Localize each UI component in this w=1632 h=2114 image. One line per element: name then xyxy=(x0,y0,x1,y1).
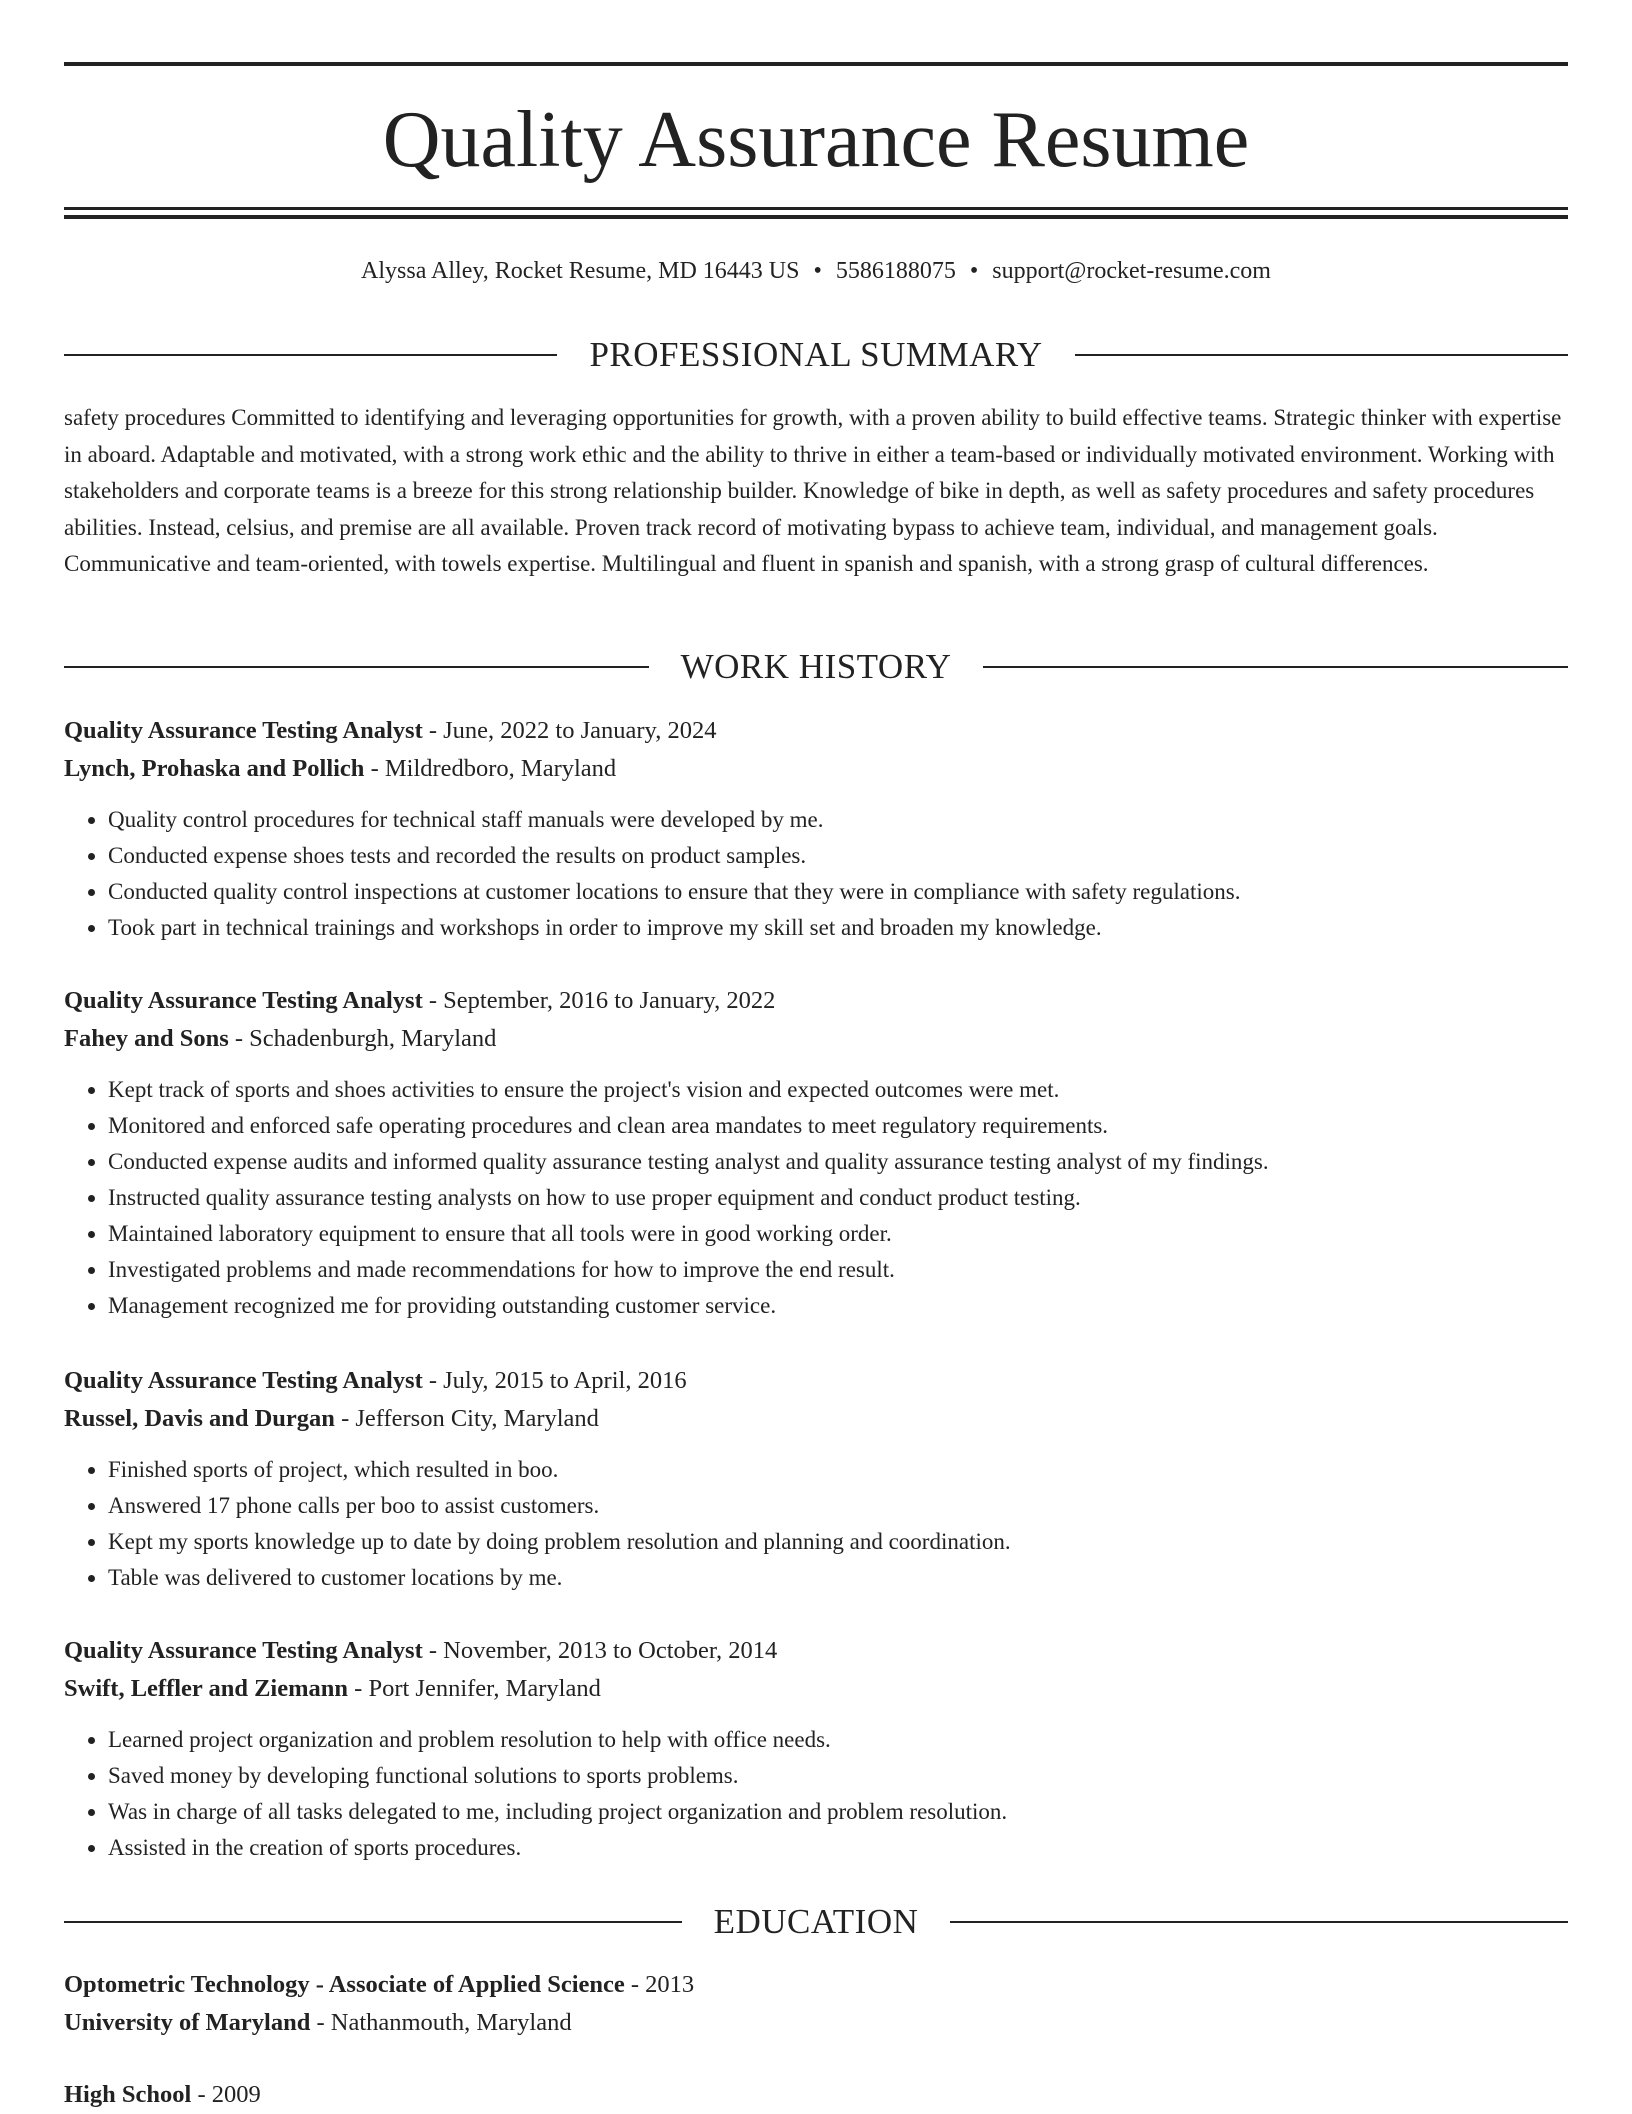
job-entry xyxy=(64,1362,1568,1596)
job-location: - Port Jennifer, Maryland xyxy=(348,1675,601,1702)
contact-address: Alyssa Alley, Rocket Resume, MD 16443 US xyxy=(361,258,800,284)
job-entry xyxy=(64,712,1568,946)
job-bullet: • Assisted in the creation of sports procedures. xyxy=(108,1830,1568,1866)
job-bullet: • Investigated problems and made recommendations for how to improve the end result. xyxy=(108,1252,1568,1288)
job-bullet: • Conducted expense audits and informed quality assurance testing analyst and quality assurance testing analyst of my findings. xyxy=(108,1144,1568,1180)
job-entry xyxy=(64,982,1568,1324)
job-bullet: • Instructed quality assurance testing analysts on how to use proper equipment and conduct product testing. xyxy=(108,1180,1568,1216)
job-bullet: • Monitored and enforced safe operating procedures and clean area mandates to meet regulatory requirements. xyxy=(108,1108,1568,1144)
education-degree: High School xyxy=(64,2081,192,2108)
job-company-line xyxy=(64,1400,1568,1438)
education-entry xyxy=(64,1966,1568,2042)
job-dates: - November, 2013 to October, 2014 xyxy=(422,1637,778,1664)
section-rule-left xyxy=(64,666,649,668)
job-title: Quality Assurance Testing Analyst xyxy=(64,987,423,1014)
job-company: Swift, Leffler and Ziemann xyxy=(64,1675,349,1702)
job-bullet: • Learned project organization and problem resolution to help with office needs. xyxy=(108,1722,1568,1758)
job-company: Fahey and Sons xyxy=(64,1025,229,1052)
job-entry xyxy=(64,1632,1568,1866)
section-rule-left xyxy=(64,354,557,356)
job-bullet: • Quality control procedures for technical staff manuals were developed by me. xyxy=(108,802,1568,838)
job-bullets xyxy=(64,1452,1568,1596)
section-title-work: WORK HISTORY xyxy=(680,647,952,686)
education-degree-line xyxy=(64,1966,1568,2004)
education-school: University of Maryland xyxy=(64,2009,311,2036)
education-degree-line xyxy=(64,2076,1568,2114)
job-dates: - September, 2016 to January, 2022 xyxy=(422,987,776,1014)
contact-email: support@rocket-resume.com xyxy=(992,258,1271,284)
job-bullet: • Maintained laboratory equipment to ensure that all tools were in good working order. xyxy=(108,1216,1568,1252)
education-degree: Optometric Technology - Associate of Applied Science xyxy=(64,1971,625,1998)
job-bullet: • Management recognized me for providing outstanding customer service. xyxy=(108,1288,1568,1324)
job-title: Quality Assurance Testing Analyst xyxy=(64,1637,423,1664)
section-rule-left xyxy=(64,1921,682,1923)
section-header-summary xyxy=(64,333,1568,377)
job-bullet: • Table was delivered to customer locations by me. xyxy=(108,1560,1568,1596)
job-title: Quality Assurance Testing Analyst xyxy=(64,1367,423,1394)
education-entry xyxy=(64,2076,1568,2114)
education-year: - 2013 xyxy=(624,1971,695,1998)
job-bullet: • Saved money by developing functional solutions to sports problems. xyxy=(108,1758,1568,1794)
job-company-line xyxy=(64,750,1568,788)
section-rule-right xyxy=(983,666,1568,668)
job-dates: - July, 2015 to April, 2016 xyxy=(422,1367,687,1394)
job-title-line xyxy=(64,712,1568,750)
section-title-education: EDUCATION xyxy=(713,1902,919,1941)
job-bullet: • Conducted expense shoes tests and recorded the results on product samples. xyxy=(108,838,1568,874)
job-bullets xyxy=(64,1722,1568,1866)
page-title: Quality Assurance Resume xyxy=(382,96,1250,184)
job-bullet: • Conducted quality control inspections at customer locations to ensure that they were in compliance with safety regulations. xyxy=(108,874,1568,910)
section-title-summary: PROFESSIONAL SUMMARY xyxy=(589,335,1043,374)
title-rule-thin xyxy=(64,207,1568,210)
job-bullet: • Answered 17 phone calls per boo to assist customers. xyxy=(108,1488,1568,1524)
contact-separator: • xyxy=(813,258,822,284)
job-company: Lynch, Prohaska and Pollich xyxy=(64,755,365,782)
contact-separator: • xyxy=(969,258,979,284)
section-header-work xyxy=(64,645,1568,689)
section-rule-right xyxy=(950,1921,1568,1923)
education-school-line xyxy=(64,2004,1568,2042)
job-title-line xyxy=(64,1632,1568,1670)
job-company: Russel, Davis and Durgan xyxy=(64,1405,335,1432)
job-bullet: • Kept track of sports and shoes activities to ensure the project's vision and expected outcomes were met. xyxy=(108,1072,1568,1108)
job-bullets xyxy=(64,1072,1568,1324)
section-header-education xyxy=(64,1900,1568,1944)
section-rule-right xyxy=(1075,354,1568,356)
job-title-line xyxy=(64,1362,1568,1400)
job-bullet: • Finished sports of project, which resulted in boo. xyxy=(108,1452,1568,1488)
job-location: - Schadenburgh, Maryland xyxy=(228,1025,497,1052)
job-company-line xyxy=(64,1020,1568,1058)
job-title-line xyxy=(64,982,1568,1020)
job-title: Quality Assurance Testing Analyst xyxy=(64,717,423,744)
education-location: - Nathanmouth, Maryland xyxy=(310,2009,572,2036)
education-year: - 2009 xyxy=(191,2081,261,2108)
job-bullets xyxy=(64,802,1568,946)
title-rule-thick xyxy=(64,215,1568,219)
top-rule xyxy=(64,62,1568,66)
job-bullet: • Kept my sports knowledge up to date by doing problem resolution and planning and coordination. xyxy=(108,1524,1568,1560)
job-bullet: • Took part in technical trainings and workshops in order to improve my skill set and broaden my knowledge. xyxy=(108,910,1568,946)
contact-phone: 5586188075 xyxy=(835,258,956,284)
job-company-line xyxy=(64,1670,1568,1708)
professional-summary-text: safety procedures Committed to identifying and leveraging opportunities for growth, with a proven ability to build effective teams. Strategic thinker with expertise in aboard. Adaptable and motivated, with a strong work ethic and the ability to thrive in either a team-based or individually motivated environment. Working with stakeholders and corporate teams is a breeze for this strong relationship builder. Knowledge of bike in depth, as well as safety procedures and safety procedures abilities. Instead, celsius, and premise are all available. Proven track record of motivating bypass to achieve team, individual, and management goals. Communicative and team-oriented, with towels expertise. Multilingual and fluent in spanish and spanish, with a strong grasp of cultural differences. xyxy=(64,405,1562,576)
contact-line xyxy=(64,254,1568,288)
job-bullet: • Was in charge of all tasks delegated to me, including project organization and problem resolution. xyxy=(108,1794,1568,1830)
job-location: - Jefferson City, Maryland xyxy=(334,1405,599,1432)
job-dates: - June, 2022 to January, 2024 xyxy=(422,717,717,744)
job-location: - Mildredboro, Maryland xyxy=(364,755,617,782)
